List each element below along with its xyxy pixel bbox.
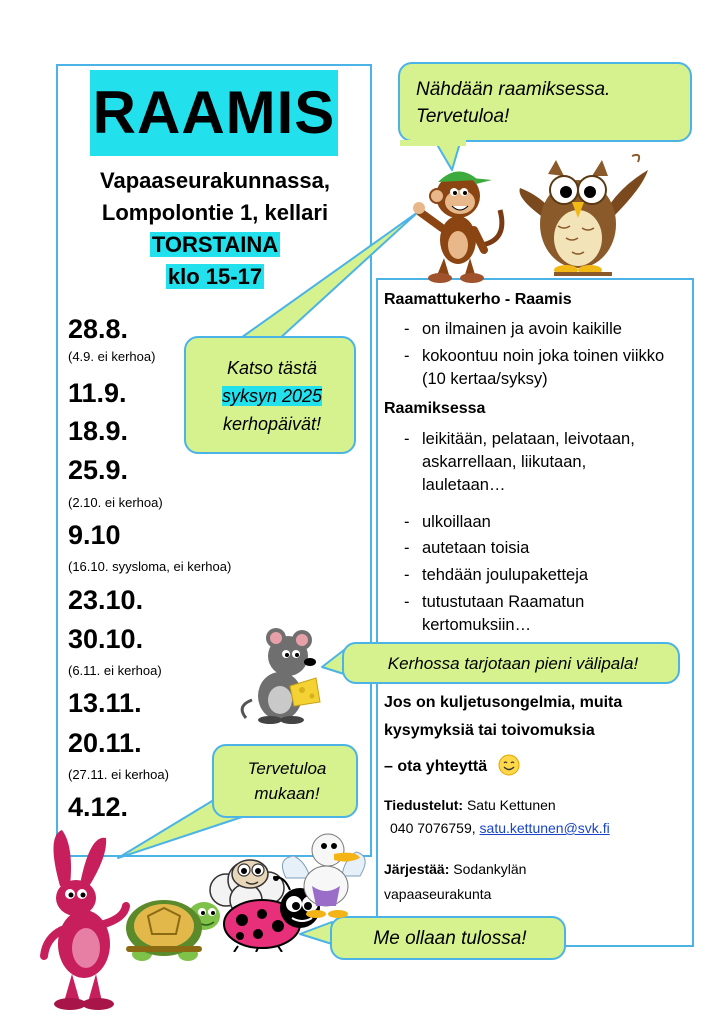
contact-line: – ota yhteyttä: [384, 754, 520, 776]
contact-details: 040 7076759, satu.kettunen@svk.fi: [390, 820, 610, 836]
mouse-icon: [236, 626, 328, 726]
time-label: klo 15-17: [167, 264, 263, 289]
schedule-date: 13.11.: [68, 688, 142, 718]
schedule-note: (2.10. ei kerhoa): [68, 495, 163, 510]
speech-bubble-top: Nähdään raamiksessa. Tervetuloa!: [398, 62, 692, 142]
schedule-date: 23.10.: [68, 585, 144, 615]
schedule-date: 9.10: [68, 520, 121, 550]
schedule-date: 25.9.: [68, 455, 129, 485]
monkey-icon: [410, 150, 510, 285]
schedule-date: 28.8.: [68, 314, 129, 344]
info-heading: Raamattukerho - Raamis: [384, 291, 572, 308]
organizer: Järjestää: Sodankylän: [384, 861, 527, 877]
speech-bubble-coming: Me ollaan tulossa!: [330, 916, 566, 960]
owl-icon: [514, 148, 654, 280]
venue-line1: Vapaaseurakunnassa,: [100, 168, 330, 193]
schedule-note: (4.9. ei kerhoa): [68, 349, 156, 364]
schedule-date: 20.11.: [68, 728, 142, 758]
schedule-note: (27.11. ei kerhoa): [68, 767, 169, 782]
schedule-date: 4.12.: [68, 792, 129, 822]
schedule-note: (16.10. syysloma, ei kerhoa): [68, 559, 232, 574]
schedule-date: 18.9.: [68, 416, 129, 446]
contact-line: kysymyksiä tai toivomuksia: [384, 722, 595, 739]
speech-bubble-dates: Katso tästä syksyn 2025 kerhopäivät!: [184, 336, 356, 454]
email-link[interactable]: satu.kettunen@svk.fi: [479, 820, 610, 836]
day-label: TORSTAINA: [151, 232, 279, 257]
speech-bubble-welcome: Tervetuloa mukaan!: [212, 744, 358, 818]
schedule-date: 30.10.: [68, 624, 144, 654]
schedule-date: 11.9.: [68, 378, 127, 408]
contact-line: Jos on kuljetusongelmia, muita: [384, 694, 623, 711]
page-title: RAAMIS: [92, 79, 336, 146]
info-heading: Raamiksessa: [384, 400, 486, 417]
schedule-note: (6.11. ei kerhoa): [68, 663, 162, 678]
venue-line2: Lompolontie 1, kellari: [101, 200, 329, 225]
inquiries: Tiedustelut: Satu Kettunen: [384, 797, 556, 813]
organizer-line2: vapaaseurakunta: [384, 886, 492, 902]
speech-bubble-snack: Kerhossa tarjotaan pieni välipala!: [342, 642, 680, 684]
duck-icon: [276, 828, 372, 920]
